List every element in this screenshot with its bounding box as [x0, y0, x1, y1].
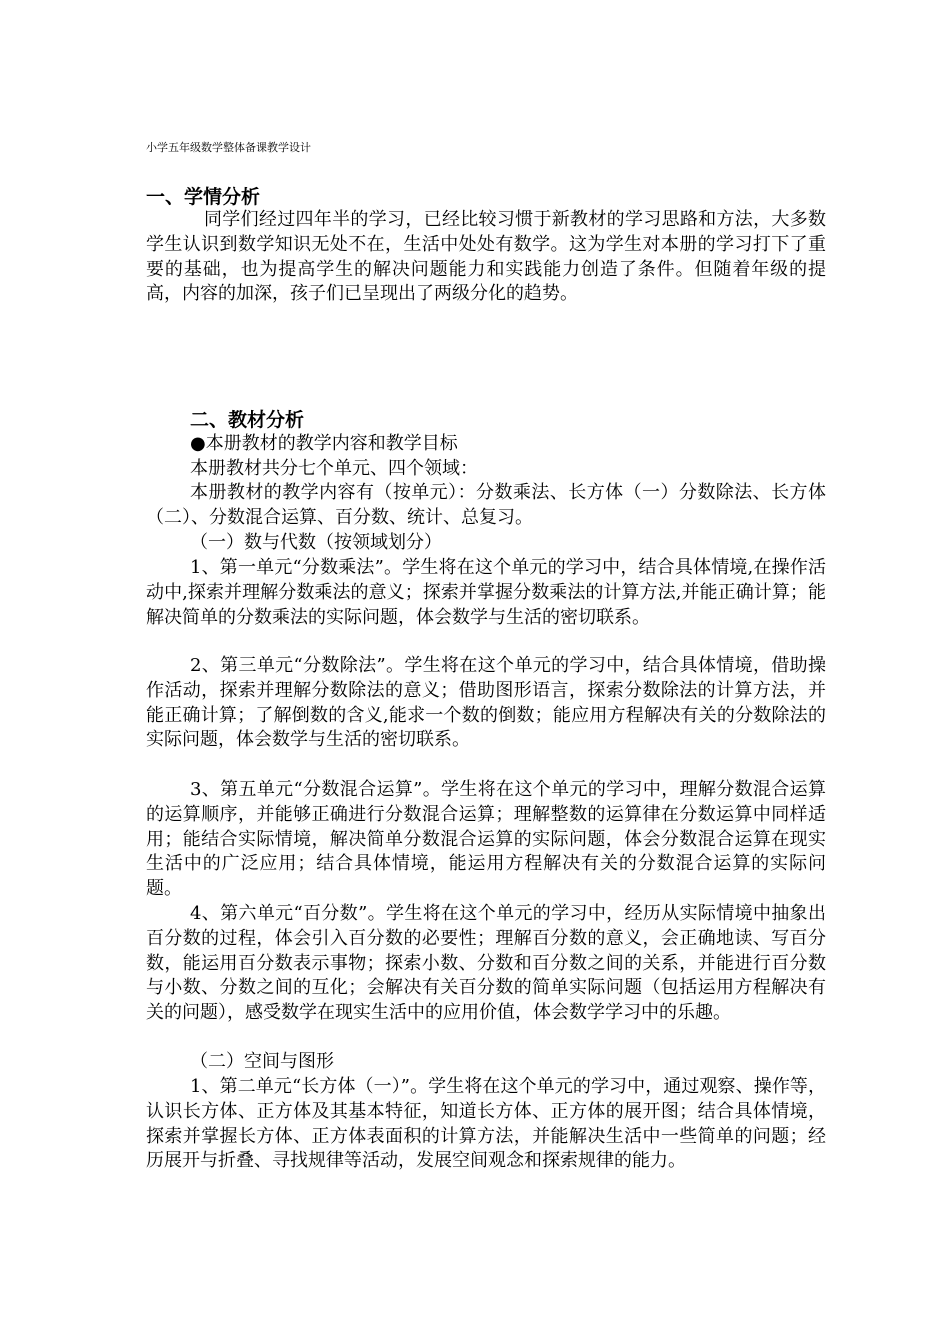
section2-intro: 本册教材共分七个单元、四个领域： — [190, 458, 478, 479]
section2-bullet: ●本册教材的教学内容和教学目标 — [190, 433, 458, 454]
section2-heading: 二、教材分析 — [190, 409, 305, 431]
section2-content: 本册教材的教学内容有（按单元）：分数乘法、长方体（一）分数除法、长方体（二）、分数混合运算、百分数、统计、总复习。 — [146, 482, 826, 528]
subsection-number-algebra: （一）数与代数（按领域划分） — [190, 532, 442, 553]
section1-heading: 一、学情分析 — [146, 186, 261, 208]
page-header: 小学五年级数学整体备课教学设计 — [146, 141, 311, 154]
unit-item: 2、第三单元“分数除法”。学生将在这个单元的学习中，结合具体情境，借助操作活动，探索并理解分数除法的意义；借助图形语言，探索分数除法的计算方法，并能正确计算；了解倒数的含义,能求一个数的倒数；能应用方程解决有关的分数除法的实际问题，体会数学与生活的密切联系。 — [146, 655, 826, 751]
subsection-space-shape: （二）空间与图形 — [190, 1051, 334, 1072]
unit-item: 1、第二单元“长方体（一）”。学生将在这个单元的学习中，通过观察、操作等，认识长方体、正方体及其基本特征，知道长方体、正方体的展开图；结合具体情境，探索并掌握长方体、正方体表面积的计算方法，并能解决生活中一些简单的问题；经历展开与折叠、寻找规律等活动，发展空间观念和探索规律的能力。 — [146, 1076, 826, 1172]
unit-item: 3、第五单元“分数混合运算”。学生将在这个单元的学习中，理解分数混合运算的运算顺序，并能够正确进行分数混合运算；理解整数的运算律在分数运算中同样适用；能结合实际情境，解决简单分数混合运算的实际问题，体会分数混合运算在现实生活中的广泛应用；结合具体情境，能运用方程解决有关的分数混合运算的实际问题。 — [146, 779, 826, 900]
unit-item: 4、第六单元“百分数”。学生将在这个单元的学习中，经历从实际情境中抽象出百分数的过程，体会引入百分数的必要性；理解百分数的意义，会正确地读、写百分数，能运用百分数表示事物；探索小数、分数和百分数之间的关系，并能进行百分数与小数、分数之间的互化；会解决有关百分数的简单实际问题（包括运用方程解决有关的问题），感受数学在现实生活中的应用价值，体会数学学习中的乐趣。 — [146, 903, 826, 1024]
section1-paragraph: 同学们经过四年半的学习，已经比较习惯于新教材的学习思路和方法，大多数学生认识到数学知识无处不在，生活中处处有数学。这为学生对本册的学习打下了重要的基础，也为提高学生的解决问题能力和实践能力创造了条件。但随着年级的提高，内容的加深，孩子们已呈现出了两级分化的趋势。 — [146, 209, 826, 305]
unit-item: 1、第一单元“分数乘法”。学生将在这个单元的学习中，结合具体情境,在操作活动中,探索并理解分数乘法的意义；探索并掌握分数乘法的计算方法,并能正确计算；能解决简单的分数乘法的实际问题，体会数学与生活的密切联系。 — [146, 557, 826, 628]
